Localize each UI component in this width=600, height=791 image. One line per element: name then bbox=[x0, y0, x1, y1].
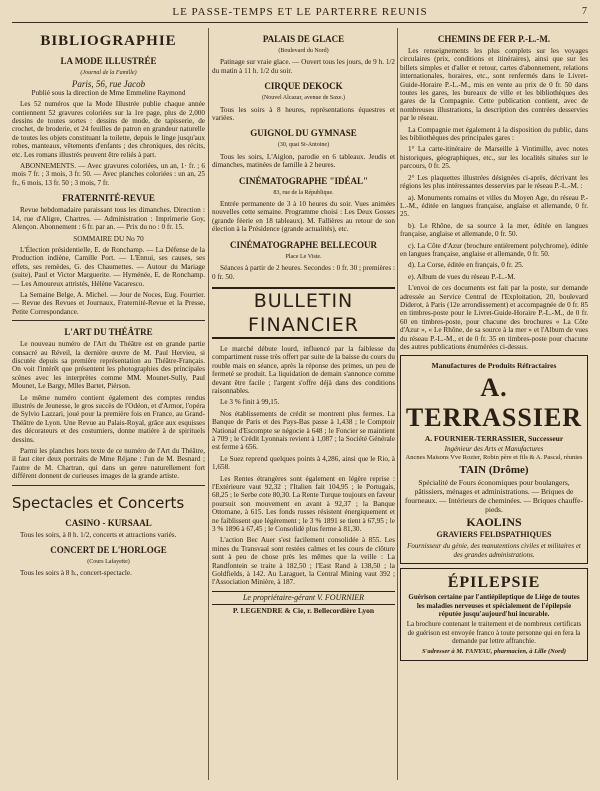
ad-graviers: GRAVIERS FELDSPATHIQUES bbox=[436, 529, 552, 539]
art-theatre-title: L'ART DU THÉÂTRE bbox=[64, 327, 153, 338]
column-separator bbox=[397, 28, 398, 780]
column-middle bbox=[212, 28, 395, 780]
ad-kaolins: KAOLINS bbox=[466, 515, 522, 530]
epilepsie-text: Guérison certaine par l'antiépileptique de Liège de toutes les maladies nerveuses et spécialement de l'épilepsie réputée jusqu'aujourd'hui incurable. bbox=[408, 593, 580, 619]
ad-specialities: Spécialité de Fours économiques pour boulangers, pâtissiers, ménages et administrations. — Briques de fourneaux. — Intérieurs de cheminées. — Briques chauffe-pieds. bbox=[405, 478, 583, 515]
finance-paragraph: Le 3 % finit à 99,15. bbox=[220, 398, 280, 407]
mode-paragraph: Les 52 numéros que la Mode Illustrée publie chaque année contiennent 52 gravures coloriées sur la 1re page, plus de 2,000 dessins de toutes sortes : dessins de mode, de tapisserie, de crochet, de broderie, et 24 feuilles de patron en grandeur naturelle de toutes les objets constituant la toilette, depuis le linge jusqu'aux robes, manteaux, vêtements d'enfants ; des chroniques, des récits, etc. Les romans illustrés peuvent être reliés à part. bbox=[12, 100, 205, 159]
guignol-text: Tous les soirs, L'Aiglon, parodie en 6 tableaux. Jeudis et dimanches, matinées de famille à 2 heures. bbox=[212, 152, 395, 170]
cinema-ideal-title: CINÉMATOGRAPHE "IDÉAL" bbox=[239, 175, 368, 186]
ad-engineer: Ingénieur des Arts et Manufactures bbox=[444, 445, 544, 454]
printer-line: P. LEGENDRE & Cie, r. Bellecordière Lyon bbox=[232, 606, 375, 616]
dekock-text: Tous les soirs à 8 heures, représentations équestres et variées. bbox=[212, 105, 395, 123]
glace-text: Patinage sur vraie glace. — Ouvert tous les jours, de 9 h. 1/2 du matin à 11 h. 1/2 du soir. bbox=[212, 58, 395, 75]
finance-paragraph: Le Suez reprend quelques points à 4,286, ainsi que le Rio, à 1,658. bbox=[212, 454, 395, 472]
chemins-paragraph: d). La Corse, éditée en français, 0 fr. 25. bbox=[408, 261, 524, 270]
page-number: 7 bbox=[582, 6, 588, 17]
chemins-paragraph: e). Album de vues du réseau P.-L.-M. bbox=[408, 272, 516, 281]
divider bbox=[12, 320, 205, 321]
fraternite-contents: L'Élection présidentielle, E. de Ronchamp. — La Défense de la Production indiène, Camille Port. — L'Ennui, ses causes, ses effets, ses remèdes, G. des Chaumettes. — Autour du Mariage (suite), Paul et Victor Marguerite. — Hyménée, E. de Ronchamp. — Les Amoureux attristés, Hélène Vacaresco. bbox=[12, 245, 205, 288]
epilepsie-text: La brochure contenant le traitement et de nombreux certificats de guérison est envoyée franco à toute personne qui en fera la demande par lettre affranchie. bbox=[406, 620, 582, 646]
epilepsie-advert bbox=[400, 568, 588, 661]
chemins-title: CHEMINS DE FER P.-L.-M. bbox=[437, 34, 551, 44]
art-paragraph: Le même numéro contient également des comptes rendus illustrés de Jeunesse, le gros succès de l'Odéon, et d'Armor, l'opéra de Sylvio Lazzari, joué pour la première fois en France, au Grand-Théâtre de Lyon. Une Revue au Palais-Royal, grâce aux esquisses des décorateurs et des costumiers, donne matière à de spirituels dessins. bbox=[12, 393, 205, 444]
glace-subtitle: (Boulevard du Nord) bbox=[278, 48, 329, 54]
ad-company-name: A. TERRASSIER bbox=[405, 372, 583, 432]
chemins-paragraph: b). Le Rhône, de sa source à la mer, éditée en langues française, anglaise et allemande, 0 fr. 50. bbox=[400, 221, 588, 239]
chemins-paragraph: L'envoi de ces documents est fait par la poste, sur demande adressée au Service Central de l'Exploitation, 20, boulevard Diderot, à Paris (12e arrondissement) et accompagnée de 0 fr. 85 en timbres-poste pour le Livret-Guide-Horaire P.-L.-M., de 0 fr. 60 en timbres-poste, pour chacune des brochures « La Côte d'Azur », « Le Rhône, de sa source à la mer » et l'Album de vues du réseau P.-L.-M., et de 0 fr. 35 en timbres-poste pour chacune des autres publications énumérées ci-dessus. bbox=[400, 284, 588, 351]
bulletin-financier-title: BULLETIN FINANCIER bbox=[212, 287, 395, 339]
gerant-line: Le propriétaire-gérant V. FOURNIER bbox=[212, 591, 395, 605]
finance-paragraph: Nos établissements de crédit se montrent plus fermes. La Banque de Paris et des Pays-Bas passe à 1,438 ; le Comptoir National d'Escompte se négocie à 648 ; le Foncier se maintient à 709 ; le Crédit Lyonnais revient à 1,087 ; la Société Générale est ferme à 656. bbox=[212, 409, 395, 452]
running-header bbox=[12, 6, 588, 22]
art-paragraph: Le nouveau numéro de l'Art du Théâtre est en grande partie consacré au Réveil, la dernière œuvre de M. Paul Hervieu, si discutée depuis sa première représentation au Théâtre-Français. On voit l'intérêt que présentent les photographies des principales scènes avec les interprètes comme MM. Mounet-Sully, Paul Mounet, Le Bargy, Mlles Bartet, Piérson. bbox=[12, 340, 205, 391]
bibliography-title: BIBLIOGRAPHIE bbox=[40, 33, 177, 49]
ad-successor: A. FOURNIER-TERRASSIER, Successeur bbox=[424, 433, 564, 443]
mode-address: Paris, 56, rue Jacob bbox=[71, 79, 146, 90]
cinema-bellecour-text: Séances à partir de 2 heures. Secondes : 0 fr. 30 ; premières : 0 fr. 50. bbox=[212, 264, 395, 281]
column-separator bbox=[208, 28, 209, 780]
guignol-title: GUIGNOL DU GYMNASE bbox=[250, 128, 357, 139]
finance-paragraph: Les Rentes étrangères sont également en légère reprise : l'Extérieure vaut 92,32 ; l'Italien fait 104,95 ; le Portugais, 68,25 ; le Serbe cote 80,30. La Rente Turque toujours en faveur poursuit son mouvement en avant à 92,37 ; la Banque Ottomane, à 615. Les fonds russes résistent énergiquement et ne faiblissent que légèrement ; le 3 % 1891 se tient à 67,95 ; le 3 % 1896 à 67,45 ; le Consolidé plus ferme à 81,30. bbox=[212, 474, 395, 534]
chemins-paragraph: c). La Côte d'Azur (brochure entièrement polychrome), éditée en langues française, anglaise et allemande, 0 fr. 50. bbox=[400, 241, 588, 258]
ad-town: TAIN (Drôme) bbox=[459, 464, 529, 477]
horloge-subtitle: (Cours Lafayette) bbox=[87, 559, 130, 566]
mode-subscriptions: ABONNEMENTS. — Avec gravures coloriées, un an, 1· fr. ; 6 mois 7 fr. ; 3 mois, 3 fr. 50. — Avec planches coloriées : un an, 25 fr., 6 mois, 13 fr. 50 ; 3 mois, 7 fr. bbox=[12, 162, 205, 187]
art-paragraph: Parmi les planches hors texte de ce numéro de l'Art du Théâtre, il faut citer deux portraits de Mme Réjane : l'un de M. Besnard ; l'autre de M. Chartran, qui dans un genre naturellement fort différent donnent de curieuses images de la grande artiste. bbox=[12, 447, 205, 481]
ad-houses: Ancnes Maisons Vve Rozier, Robin père et fils & A. Pascal, réunies bbox=[405, 453, 583, 461]
divider bbox=[12, 485, 205, 486]
horloge-title: CONCERT DE L'HORLOGE bbox=[50, 545, 167, 556]
cinema-bellecour-title: CINÉMATOGRAPHE BELLECOUR bbox=[230, 239, 377, 250]
mode-title: LA MODE ILLUSTRÉE bbox=[60, 56, 157, 66]
mode-direction: Publié sous la direction de Mme Emmeline Raymond bbox=[31, 88, 186, 97]
chemins-paragraph: 2° Les plaquettes illustrées désignées ci-après, décrivant les régions les plus intéressantes desservies par le réseau P.-L.-M. : bbox=[400, 173, 588, 191]
dekock-title: CIRQUE DEKOCK bbox=[264, 81, 343, 92]
fraternite-sommaire: SOMMAIRE DU No 70 bbox=[73, 234, 144, 243]
header-rule bbox=[12, 22, 588, 23]
chemins-paragraph: Les renseignements les plus complets sur les voyages circulaires (prix, conditions et itinéraires), ainsi que sur les billets simples et d'aller et retour, cartes d'abonnement, relations internationales, horaires, etc., sont renfermés dans le Livret-Guide-Horaire P.-L.-M., mis en vente au prix de 0 fr. 50 dans toutes les gares, les bureaux de ville et les bibliothèques des gares de la Compagnie. Cette publication contient, avec de nombreuses illustrations, la description des contrées desservies par le réseau. bbox=[400, 47, 588, 123]
chemins-paragraph: a). Monuments romains et villes du Moyen Age, du réseau P.-L.-M., éditée en langues française, anglaise et allemande, 0 fr. 25. bbox=[400, 193, 588, 219]
mode-subtitle: (Journal de la Famille) bbox=[80, 70, 137, 76]
casino-text: Tous les soirs, à 8 h. 1/2, concerts et attractions variés. bbox=[20, 530, 177, 539]
spectacles-title: Spectacles et Concerts bbox=[12, 493, 185, 512]
column-left bbox=[12, 28, 205, 780]
fraternite-paragraph: Revue hebdomadaire paraissant tous les dimanches. Direction : 14, rue d'Aligre, Chartres. — Administration : Imprimerie Goy, Alençon. Abonnement : 6 fr. par an. — Prix du no : 0 fr. 15. bbox=[12, 206, 205, 232]
fraternite-contents-2: La Semaine Belge, A. Michel. — Jour de Noces, Eug. Fourrier. — Revue des Revues et Journaux, Fraternité-Revue et la Presse, Petite Correspondance. bbox=[12, 290, 205, 316]
terrassier-advert bbox=[400, 355, 588, 564]
ad-supplier: Fournisseur du génie, des manutentions civiles et militaires et des grandes administrations. bbox=[407, 542, 581, 559]
header-title: LE PASSE-TEMPS ET LE PARTERRE REUNIS bbox=[172, 6, 428, 18]
glace-title: PALAIS DE GLACE bbox=[262, 34, 345, 44]
fraternite-title: FRATERNITÉ-REVUE bbox=[62, 193, 155, 204]
dekock-subtitle: (Nouvel Alcazar, avenue de Saxe.) bbox=[261, 95, 346, 102]
guignol-subtitle: (30, quai St-Antoine) bbox=[277, 142, 330, 149]
epilepsie-contact: S'adresser à M. FANYAU, pharmacien, à Lille (Nord) bbox=[421, 647, 567, 655]
horloge-text: Tous les soirs à 8 h., concert-spectacle. bbox=[20, 569, 132, 578]
casino-title: CASINO - KURSAAL bbox=[65, 517, 152, 528]
cinema-ideal-text: Entrée permanente de 3 à 10 heures du soir. Vues animées nouvelles cette semaine. Programme choisi : Les Deux Gosses (grande féerie en 18 tableaux). M. Fallières au retour de son élection à la Présidence (grande actualités), etc. bbox=[212, 200, 395, 234]
column-right bbox=[400, 28, 588, 780]
cinema-bellecour-subtitle: Place Le Viste. bbox=[285, 253, 322, 260]
finance-paragraph: Le marché débute lourd, influencé par la faiblesse du compartiment russe très offert par suite de la baisse du cours du rouble mais en séance, après la réponse des primes, un peu de fermeté se produit. La liquidation de demain s'annonce comme devant être facile ; l'argent s'offre déjà dans des conditions raisonnables. bbox=[212, 344, 395, 395]
epilepsie-title: ÉPILEPSIE bbox=[447, 574, 541, 592]
chemins-paragraph: 1° La carte-itinéraire de Marseille à Vintimille, avec notes historiques, géographiques, etc., sur les localités situées sur le parcours, 0 fr. 25. bbox=[400, 145, 588, 171]
finance-paragraph: L'action Bec Auer s'est facilement consolidée à 855. Les mines du Transvaal sont restées calmes et les cours de clôture sont à peu de chose près les mêmes que la veille : La Randfontein se traite à 182,50 ; l'East Rand à 138,50 ; la Goldfields, à 142. Au Laraguet, la Central Mining vaut 392 ; l'Association Minière, à 187. bbox=[212, 536, 395, 587]
chemins-paragraph: La Compagnie met également à la disposition du public, dans les bibliothèques des principales gares : bbox=[400, 125, 588, 143]
ad-heading: Manufactures de Produits Réfractaires bbox=[431, 361, 557, 371]
cinema-ideal-subtitle: 83, rue de la République. bbox=[273, 189, 334, 196]
